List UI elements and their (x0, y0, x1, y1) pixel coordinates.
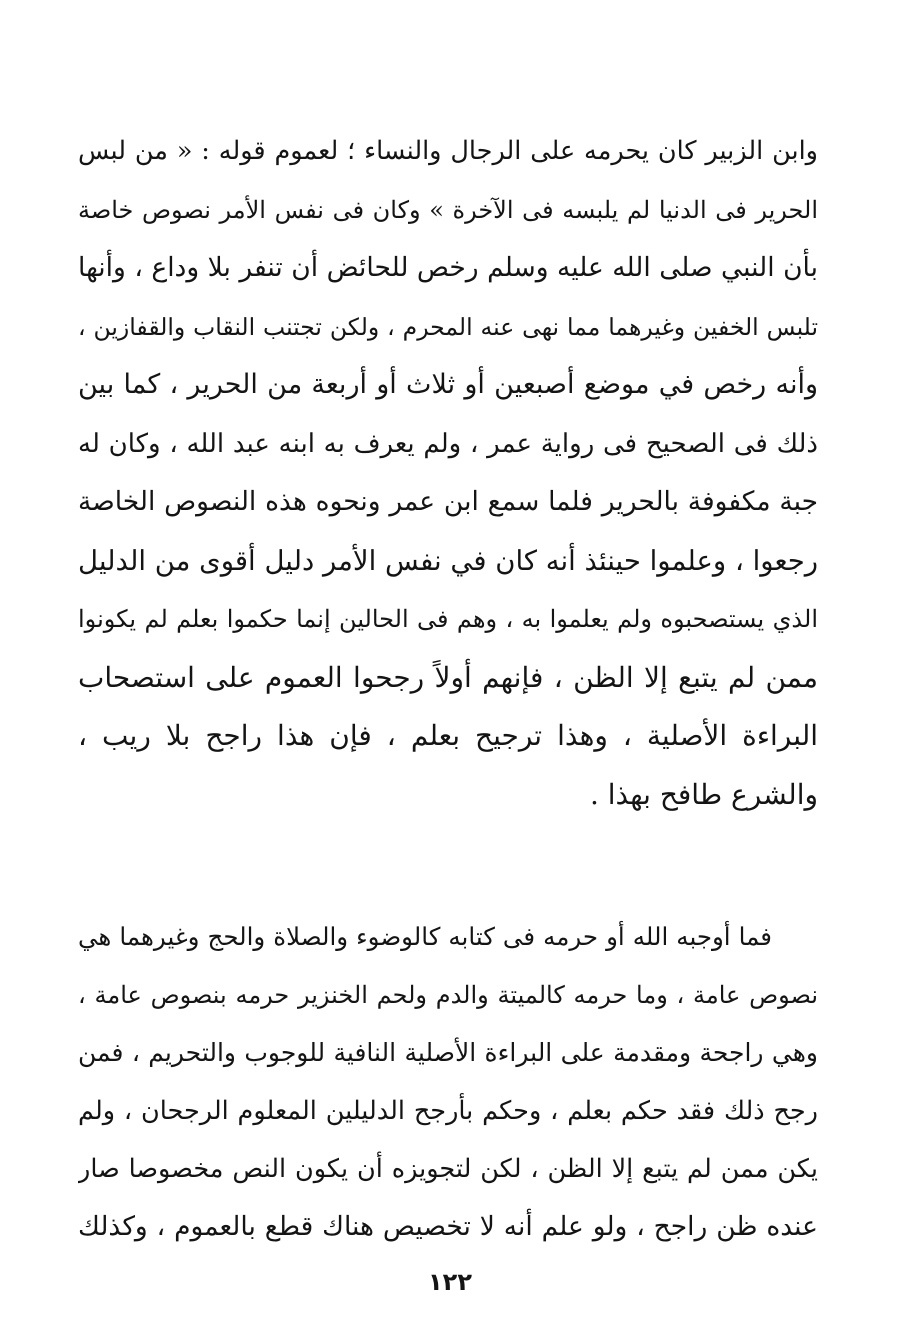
text-line: بأن النبي صلى الله عليه وسلم رخص للحائض أن تنفر بلا وداع ، وأنها (78, 252, 818, 283)
text-line: رجعوا ، وعلموا حينئذ أنه كان في نفس الأمر دليل أقوى من الدليل (78, 544, 818, 577)
page-number: ١٢٢ (428, 1268, 472, 1296)
text-line: وابن الزبير كان يحرمه على الرجال والنساء ؛ لعموم قوله : « من لبس (78, 136, 818, 166)
text-line: ممن لم يتبع إلا الظن ، فإنهم أولاً رجحوا العموم على استصحاب (78, 660, 818, 694)
text-line: يكن ممن لم يتبع إلا الظن ، لكن لتجويزه أن يكون النص مخصوصا صار (78, 1154, 818, 1184)
paragraph-2 (78, 908, 818, 1256)
text-line: فما أوجبه الله أو حرمه فى كتابه كالوضوء والصلاة والحج وغيرهما هي (78, 922, 772, 951)
text-line: رجح ذلك فقد حكم بعلم ، وحكم بأرجح الدليلين المعلوم الرجحان ، ولم (78, 1096, 818, 1126)
text-line: ذلك فى الصحيح فى رواية عمر ، ولم يعرف به ابنه عبد الله ، وكان له (78, 428, 818, 459)
text-line: عنده ظن راجح ، ولو علم أنه لا تخصيص هناك قطع بالعموم ، وكذلك (78, 1211, 818, 1242)
text-line: وأنه رخص في موضع أصبعين أو ثلاث أو أربعة من الحرير ، كما بين (78, 369, 818, 400)
text-line: نصوص عامة ، وما حرمه كالميتة والدم ولحم الخنزير حرمه بنصوص عامة ، (78, 981, 818, 1009)
text-line: تلبس الخفين وغيرهما مما نهى عنه المحرم ، ولكن تجتنب النقاب والقفازين ، (78, 312, 818, 341)
text-line: الذي يستصحبوه ولم يعلموا به ، وهم فى الحالين إنما حكموا بعلم لم يكونوا (78, 605, 818, 633)
paragraph-1 (78, 122, 818, 824)
text-line: والشرع طافح بهذا . (589, 777, 818, 811)
text-line: وهي راجحة ومقدمة على البراءة الأصلية النافية للوجوب والتحريم ، فمن (78, 1038, 818, 1067)
text-line: جبة مكفوفة بالحرير فلما سمع ابن عمر ونحوه هذه النصوص الخاصة (78, 486, 818, 517)
text-line: البراءة الأصلية ، وهذا ترجيح بعلم ، فإن هذا راجح بلا ريب ، (78, 719, 818, 752)
text-line: الحرير فى الدنيا لم يلبسه فى الآخرة » وكان فى نفس الأمر نصوص خاصة (78, 195, 818, 224)
